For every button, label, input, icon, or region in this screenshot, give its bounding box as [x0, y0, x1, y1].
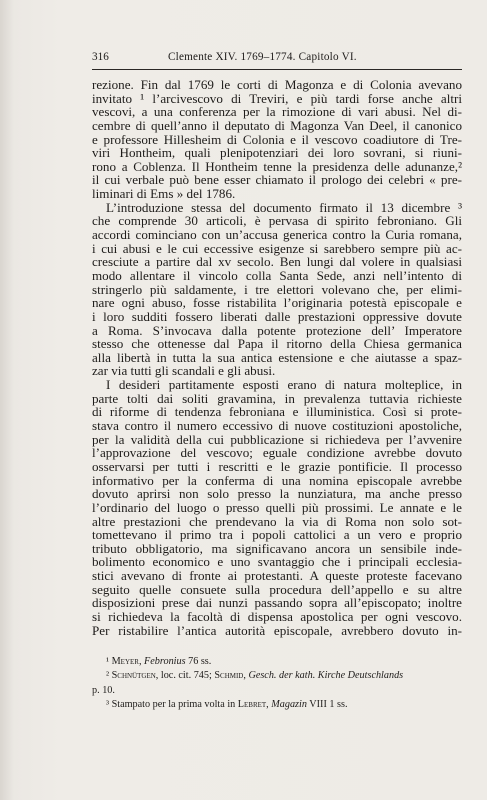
text-line: viri Hontheim, quali plenipotenziari dei loro sovrani, si riuni-	[92, 145, 462, 161]
footnote-mark: ³	[106, 698, 110, 710]
text-line: dovuto aprirsi non solo presso la nunziatura, ma anche presso	[92, 486, 462, 502]
paragraph-2	[92, 201, 462, 378]
text-line: modo allentare il vincolo colla Santa Sede, anzi nell’intento di	[92, 267, 462, 283]
text-line: informativo per la conferma di una nomina episcopale avrebbe	[92, 472, 462, 488]
text-line: seguito quelle consuete sulla procedura dell’appello e su altre	[92, 581, 462, 597]
footnote-rest: VIII 1 ss.	[306, 698, 348, 710]
footnote-title: Febronius	[144, 656, 186, 667]
footnote-title: Gesch. der kath. Kirche Deutschlands	[248, 670, 404, 682]
text-line: Per ristabilire l’antica autorità episcopale, avrebbero dovuto in-	[92, 622, 462, 638]
text-line: i loro sudditi fossero liberati dalle prestazioni oppressive dovute	[92, 308, 462, 324]
text-line: il cui verbale può bene esser chiamato il prologo dei celebri « pre-	[92, 172, 462, 188]
text-line: l’approvazione del vescovo; eguale condizione avrebbe dovuto	[92, 445, 462, 461]
footnote-rest: 76 ss.	[185, 656, 212, 667]
text-line: rezione. Fin dal 1769 le corti di Magonza e di Colonia avevano	[92, 77, 462, 92]
footnote-author: Meyer,	[111, 656, 142, 667]
page-number: 316	[92, 51, 109, 63]
text-line: di riforme di tendenza febroniana e illuministica. Così si prote-	[92, 404, 462, 420]
header-rule	[92, 69, 462, 70]
running-header	[92, 51, 462, 67]
footnote-author: Lebret,	[237, 698, 269, 710]
running-title: Clemente XIV. 1769–1774. Capitolo VI.	[168, 51, 357, 63]
footnote-author: Schmid,	[214, 670, 246, 682]
text-line: bolimento economico e uno svantaggio che i principali ecclesia-	[92, 554, 462, 570]
footnotes	[92, 655, 462, 712]
footnote-author: Schnütgen,	[111, 670, 159, 682]
paragraph-3	[92, 378, 462, 637]
text-line: tributo obbligatorio, ma significavano ancora un sensibile inde-	[92, 540, 462, 556]
footnote-text: Stampato per la prima volta in	[111, 698, 238, 710]
text-line: si richiedeva la facoltà di dispensa apostolica per ogni vescovo.	[92, 608, 462, 624]
footnote-2	[92, 669, 462, 683]
text-line: I desideri partitamente esposti erano di natura molteplice, in	[106, 377, 462, 393]
text-line: invitato ¹ l’arcivescovo di Treviri, e più tardi forse anche altri	[92, 90, 462, 106]
text-line: L’introduzione stessa del documento firmato il 13 dicembre ³	[106, 199, 462, 215]
text-line: osservarsi per tutti i rescritti e le grazie pontificie. Il processo	[92, 458, 462, 474]
text-line: accordi cominciano con un’accusa generica contro la Curia romana,	[92, 227, 462, 243]
text-line: nare ogni abuso, fosse ristabilita l’originaria potestà episcopale e	[92, 295, 462, 311]
text-line: altre prestazioni che prendevano la via di Roma non solo sot-	[92, 513, 462, 529]
text-line: liminari di Ems » del 1786.	[92, 186, 236, 202]
text-line: e professore Hillesheim di Colonia e il vescovo coadiutore di Tre-	[92, 131, 462, 147]
text-line: vescovi, a una conferenza per la rimozione di vari abusi. Nel di-	[92, 104, 462, 120]
text-line: tomettevano il primo tra i popoli cattolici a un vero e proprio	[92, 527, 462, 543]
text-line: i cui abusi e le cui eccessive esigenze si sarebbero sempre più ac-	[92, 240, 462, 256]
text-line: parte tolti dai soliti gravamina, in prevalenza tuttavia richieste	[92, 390, 462, 406]
text-line: zar via tutti gli scandali e gli abusi.	[92, 363, 276, 379]
footnote-mark: ²	[106, 670, 110, 682]
footnote-2-continuation: p. 10.	[92, 684, 115, 696]
text-line: cresciute a partire dal xv secolo. Ben lungi dal volere in qualsiasi	[92, 254, 462, 270]
text-line: l’ordinario del luogo o presso quelli più prossimi. Le annate e le	[92, 499, 462, 515]
text-line: disposizioni prese dai nunzi passando sopra all’episcopato; inoltre	[92, 595, 462, 611]
text-line: stici avevano di fronte ai protestanti. A queste proteste facevano	[92, 568, 462, 584]
text-line: stesso che ottenesse dal Papa il ritorno della Chiesa germanica	[92, 336, 462, 352]
footnote-title: Magazin	[271, 698, 307, 710]
text-line: che comprende 30 articoli, è pervasa di spirito febroniano. Gli	[92, 213, 462, 229]
footnote-mark: ¹	[106, 656, 110, 667]
footnote-text: loc. cit. 745;	[158, 670, 215, 682]
text-line: a Roma. S’invocava dalla potente protezione dell’ Imperatore	[92, 322, 462, 338]
footnote-3	[92, 698, 462, 712]
paragraph-1	[92, 78, 462, 201]
text-line: per la validità della cui pubblicazione si richiedeva per l’avvenire	[92, 431, 462, 447]
text-line: alla libertà in tutta la sua antica estensione e che aiutasse a spaz-	[92, 349, 462, 365]
main-text	[92, 78, 462, 637]
text-line: cembre di quell’anno il deputato di Magonza Van Deel, il canonico	[92, 117, 462, 133]
text-line: stava contro il numero eccessivo di nuove costituzioni apostoliche,	[92, 418, 462, 434]
text-line: stringerlo più saldamente, i tre elettori volevano che, per elimi-	[92, 281, 462, 297]
text-line: rono a Coblenza. Il Hontheim tenne la presidenza delle adunanze,²	[92, 158, 462, 174]
footnote-1	[92, 655, 462, 669]
